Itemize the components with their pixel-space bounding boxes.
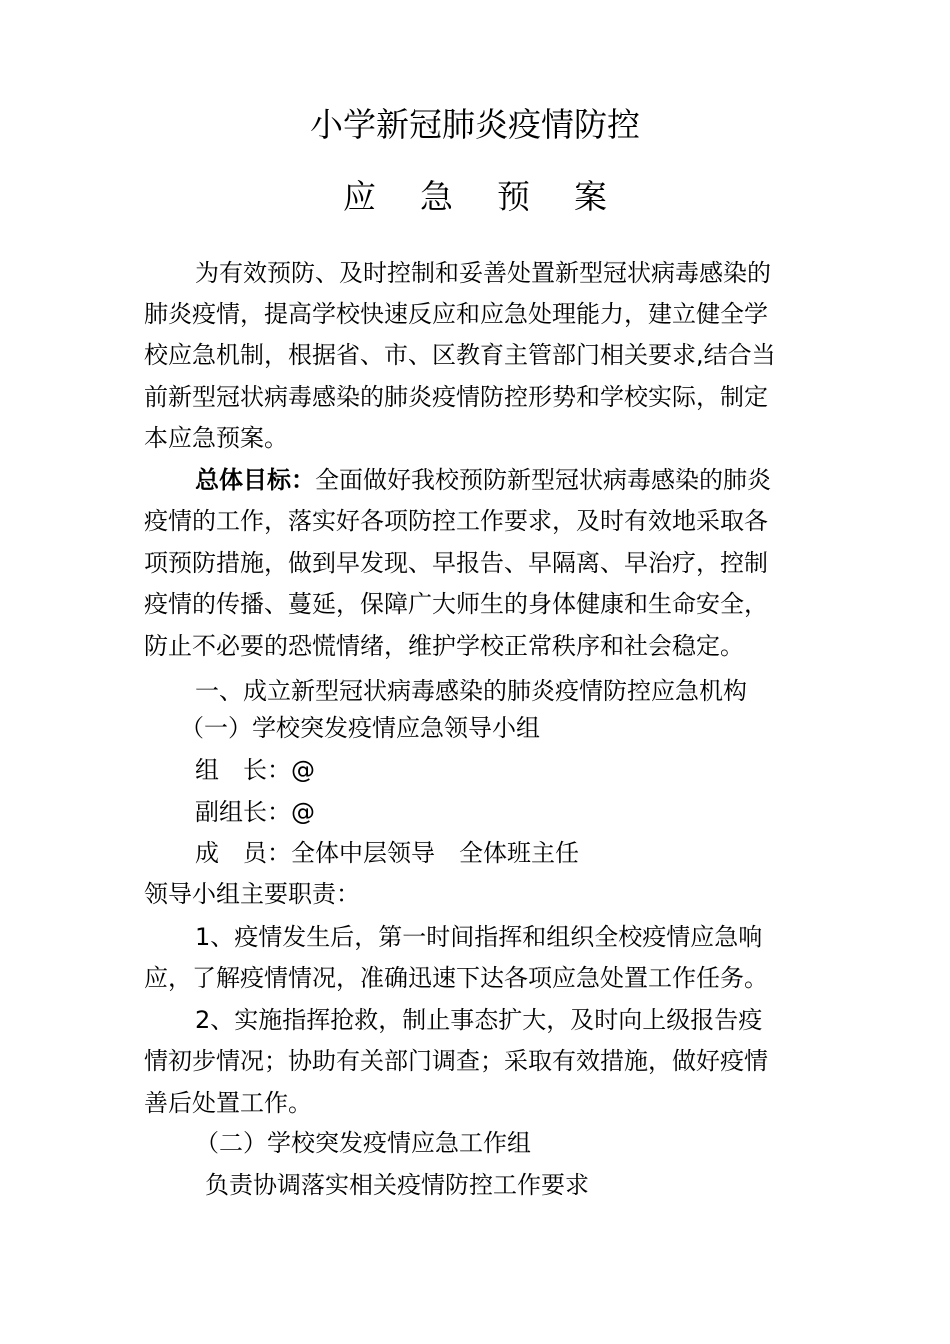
group-leader: 组 长：@ [195,756,315,784]
goal-line: 疫情的传播、蔓延，保障广大师生的身体健康和生命安全， [144,590,768,618]
intro-line: 肺炎疫情，提高学校快速反应和应急处理能力，建立健全学 [144,300,768,328]
duty-line: 1、疫情发生后，第一时间指挥和组织全校疫情应急响 [195,923,763,951]
intro-line: 本应急预案。 [144,424,288,452]
goal-first-line [195,465,771,495]
duty-line: 情初步情况；协助有关部门调查；采取有效措施，做好疫情 [144,1047,768,1075]
subsection-heading: （二）学校突发疫情应急工作组 [195,1129,531,1157]
document-subtitle [0,177,950,217]
duty-line: 善后处置工作。 [144,1089,312,1117]
subtitle-char: 急 [420,177,453,216]
document-title: 小学新冠肺炎疫情防控 [310,105,640,144]
goal-line: 项预防措施，做到早发现、早报告、早隔离、早治疗，控制 [144,549,768,577]
goal-line: 防止不必要的恐慌情绪，维护学校正常秩序和社会稳定。 [144,632,744,660]
section-heading: 一、成立新型冠状病毒感染的肺炎疫情防控应急机构 [195,677,747,705]
subsection-heading: （一）学校突发疫情应急领导小组 [180,714,540,742]
duties-heading: 领导小组主要职责： [144,880,360,908]
subtitle-char: 应 [343,177,376,216]
subtitle-char: 预 [497,177,530,216]
duty-line: 应，了解疫情情况，准确迅速下达各项应急处置工作任务。 [144,964,768,992]
duty-line: 2、实施指挥抢救，制止事态扩大，及时向上级报告疫 [195,1006,763,1034]
intro-line: 前新型冠状病毒感染的肺炎疫情防控形势和学校实际，制定 [144,383,768,411]
intro-line: 为有效预防、及时控制和妥善处置新型冠状病毒感染的 [195,259,771,287]
subtitle-char: 案 [574,177,607,216]
goal-text: 全面做好我校预防新型冠状病毒感染的肺炎 [315,466,771,494]
goal-line: 疫情的工作，落实好各项防控工作要求，及时有效地采取各 [144,507,768,535]
group-members: 成 员：全体中层领导 全体班主任 [195,839,579,867]
subsection-desc: 负责协调落实相关疫情防控工作要求 [205,1171,589,1199]
intro-line: 校应急机制，根据省、市、区教育主管部门相关要求,结合当 [144,341,776,369]
goal-label: 总体目标： [195,466,315,494]
group-deputy: 副组长：@ [195,798,315,826]
